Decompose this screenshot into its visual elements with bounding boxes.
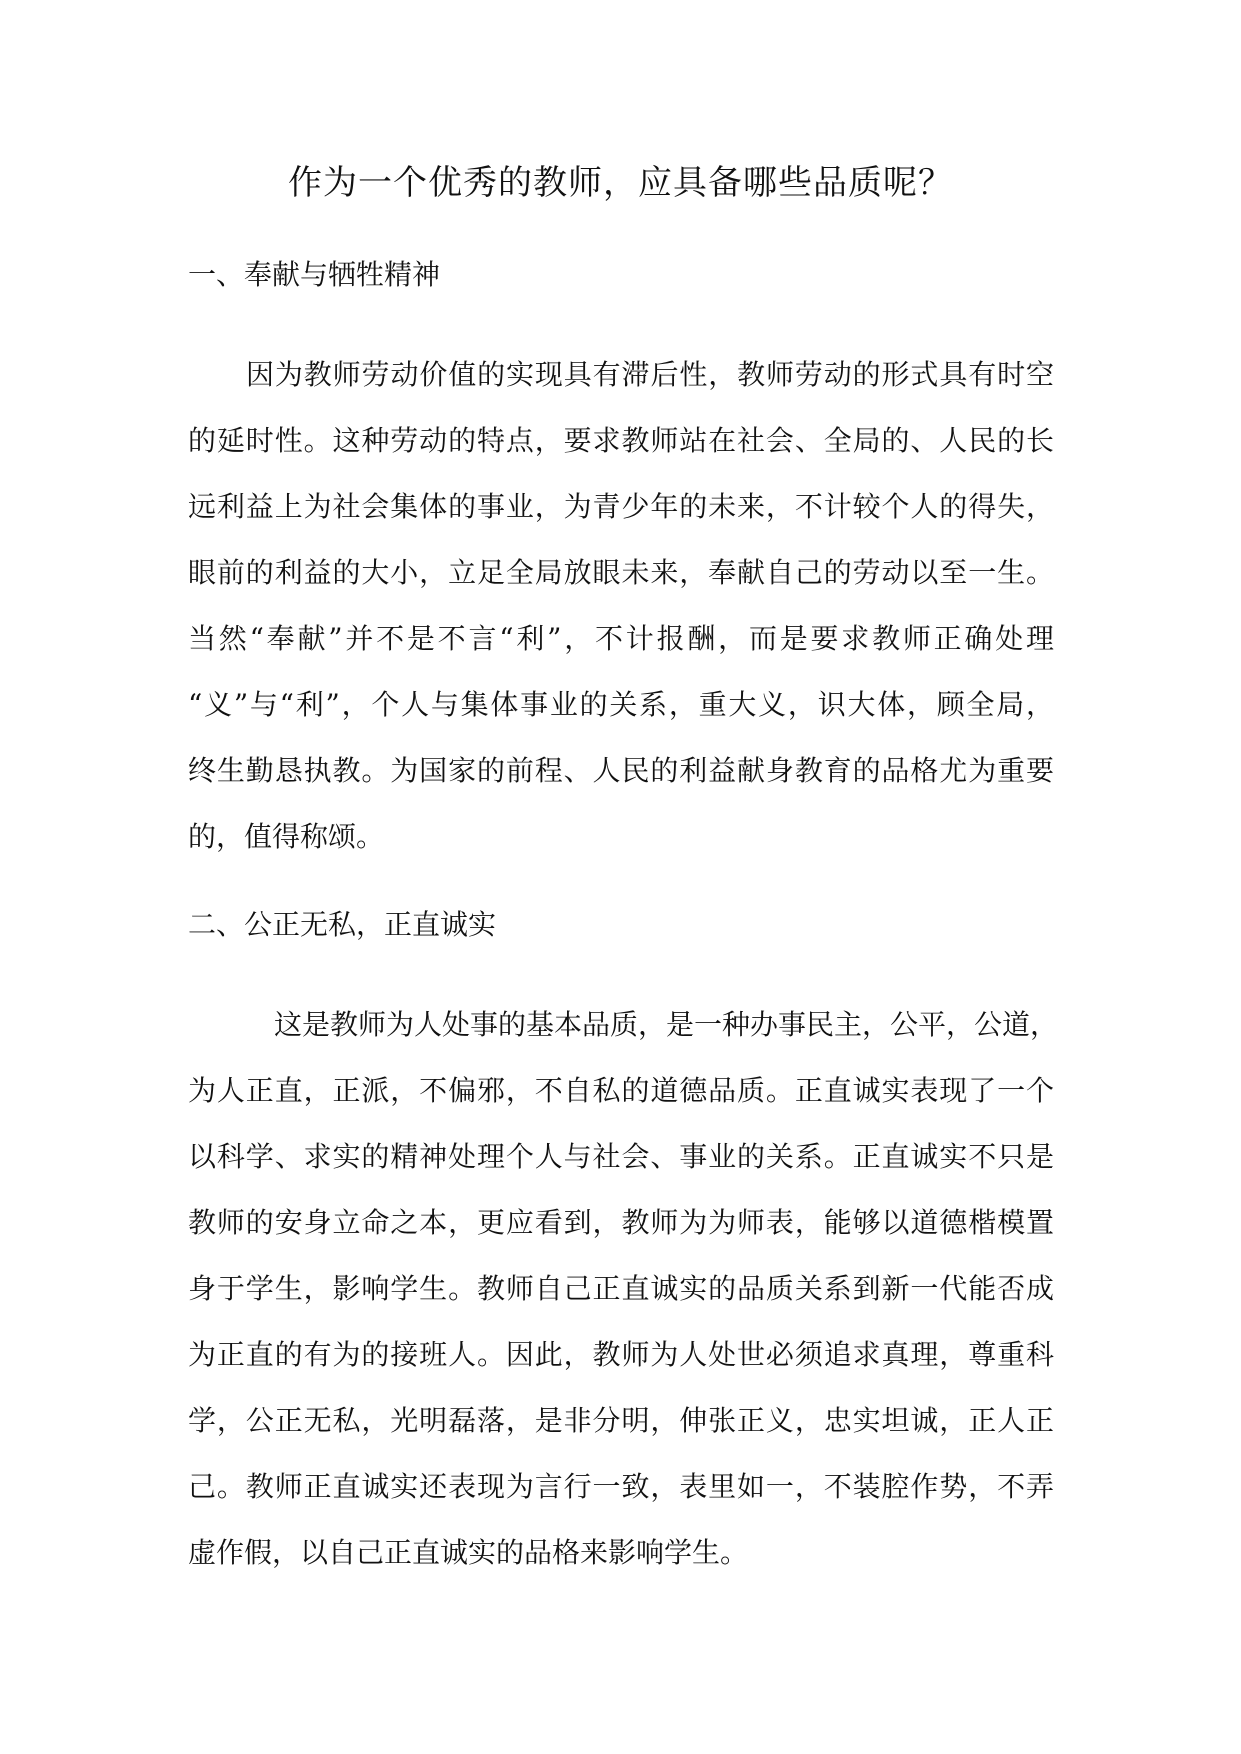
section-heading-2: 二、公正无私，正直诚实 — [188, 908, 497, 941]
paragraph-line: 眼前的利益的大小，立足全局放眼未来，奉献自己的劳动以至一生。 — [188, 556, 1054, 589]
paragraph-line: 虚作假，以自己正直诚实的品格来影响学生。 — [188, 1536, 749, 1569]
paragraph-line: 的延时性。这种劳动的特点，要求教师站在社会、全局的、人民的长 — [188, 424, 1054, 457]
paragraph-line: 的，值得称颂。 — [188, 820, 385, 853]
paragraph-line: 学，公正无私，光明磊落，是非分明，伸张正义，忠实坦诚，正人正 — [188, 1404, 1054, 1437]
paragraph-line: “义”与“利”，个人与集体事业的关系，重大义，识大体，顾全局， — [188, 688, 1054, 721]
document-title: 作为一个优秀的教师，应具备哪些品质呢？ — [288, 163, 953, 203]
section-paragraph-1 — [188, 342, 1054, 870]
paragraph-line: 为正直的有为的接班人。因此，教师为人处世必须追求真理，尊重科 — [188, 1338, 1054, 1371]
paragraph-line: 以科学、求实的精神处理个人与社会、事业的关系。正直诚实不只是 — [188, 1140, 1054, 1173]
paragraph-line: 为人正直，正派，不偏邪，不自私的道德品质。正直诚实表现了一个 — [188, 1074, 1054, 1107]
paragraph-line: 身于学生，影响学生。教师自己正直诚实的品质关系到新一代能否成 — [188, 1272, 1054, 1305]
paragraph-line: 当然“奉献”并不是不言“利”，不计报酬，而是要求教师正确处理 — [188, 622, 1054, 655]
paragraph-line: 这是教师为人处事的基本品质，是一种办事民主，公平，公道， — [274, 1008, 1059, 1041]
section-heading-1: 一、奉献与牺牲精神 — [188, 258, 441, 291]
section-paragraph-2 — [188, 992, 1059, 1586]
paragraph-line: 终生勤恳执教。为国家的前程、人民的利益献身教育的品格尤为重要 — [188, 754, 1054, 787]
paragraph-line: 因为教师劳动价值的实现具有滞后性，教师劳动的形式具有时空 — [246, 358, 1054, 391]
paragraph-line: 己。教师正直诚实还表现为言行一致，表里如一，不装腔作势，不弄 — [188, 1470, 1054, 1503]
paragraph-line: 教师的安身立命之本，更应看到，教师为为师表，能够以道德楷模置 — [188, 1206, 1054, 1239]
paragraph-line: 远利益上为社会集体的事业，为青少年的未来，不计较个人的得失， — [188, 490, 1054, 523]
